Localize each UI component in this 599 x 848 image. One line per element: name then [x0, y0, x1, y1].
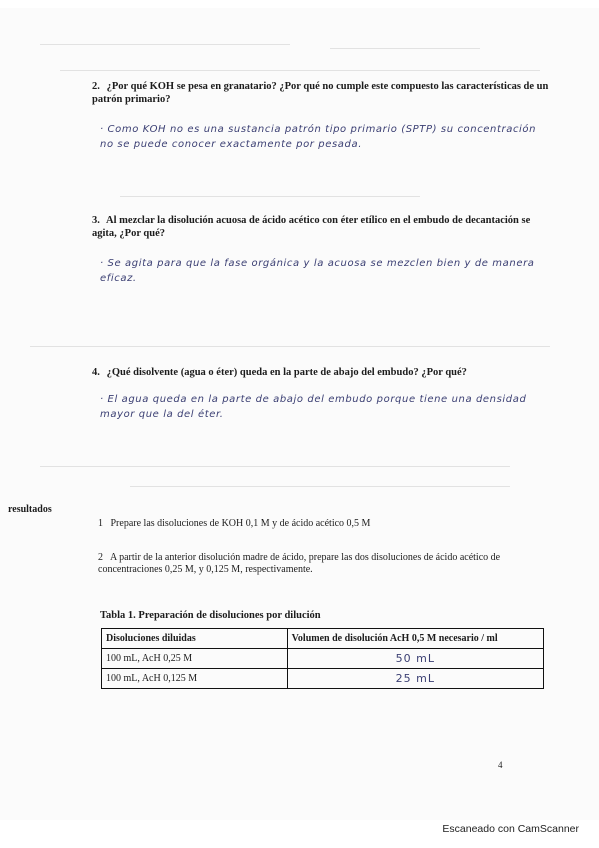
question-4: [92, 366, 552, 379]
answer-2-handwritten: · Como KOH no es una sustancia patrón tipo primario (SPTP) su concentración no se puede conocer exactamente por pesada.: [100, 124, 537, 150]
scan-noise-line: [330, 48, 480, 49]
scanner-watermark: Escaneado con CamScanner: [442, 823, 579, 835]
question-3: [92, 214, 552, 240]
scanned-page: [0, 8, 599, 820]
table-cell-handwritten: 25 mL: [287, 669, 543, 689]
step-number: 2: [98, 552, 103, 563]
question-number: 2.: [92, 81, 100, 92]
scan-noise-line: [30, 346, 550, 347]
scan-noise-line: [40, 466, 510, 467]
question-text: ¿Por qué KOH se pesa en granatario? ¿Por qué no cumple este compuesto las características de un patrón primario?: [92, 81, 549, 105]
page-number: 4: [498, 760, 503, 770]
step-text: Prepare las disoluciones de KOH 0,1 M y de ácido acético 0,5 M: [110, 518, 371, 529]
table-cell: 100 mL, AcH 0,125 M: [102, 669, 288, 689]
question-text: ¿Qué disolvente (agua o éter) queda en la parte de abajo del embudo? ¿Por qué?: [106, 367, 467, 378]
table-cell-handwritten: 50 mL: [287, 649, 543, 669]
step-number: 1: [98, 518, 103, 529]
step-2: [98, 552, 550, 576]
table-cell: 100 mL, AcH 0,25 M: [102, 649, 288, 669]
scan-noise-line: [120, 196, 420, 197]
question-2: [92, 80, 552, 106]
scan-noise-line: [40, 44, 290, 45]
section-label: resultados: [8, 504, 52, 515]
answer-4-handwritten: · El agua queda en la parte de abajo del embudo porque tiene una densidad mayor que la del éter.: [100, 394, 527, 420]
table-header-cell: Disoluciones diluidas: [102, 629, 288, 649]
question-number: 4.: [92, 367, 100, 378]
step-text: A partir de la anterior disolución madre de ácido, prepare las dos disoluciones de ácido acético de concentraciones 0,25 M, y 0,125 M, respectivamente.: [98, 552, 501, 575]
table-header-cell: Volumen de disolución AcH 0,5 M necesario / ml: [287, 629, 543, 649]
table-row: [102, 669, 544, 689]
table-row: [102, 649, 544, 669]
question-number: 3.: [92, 215, 100, 226]
answer-3-handwritten: · Se agita para que la fase orgánica y la acuosa se mezclen bien y de manera eficaz.: [100, 258, 535, 284]
table-header-row: [102, 629, 544, 649]
scan-noise-line: [60, 70, 540, 71]
dilution-table: [101, 628, 544, 689]
scan-noise-line: [130, 486, 510, 487]
question-text: Al mezclar la disolución acuosa de ácido acético con éter etílico en el embudo de decantación se agita, ¿Por qué?: [92, 215, 531, 239]
step-1: [98, 518, 550, 530]
table-title: Tabla 1. Preparación de disoluciones por dilución: [100, 610, 321, 621]
